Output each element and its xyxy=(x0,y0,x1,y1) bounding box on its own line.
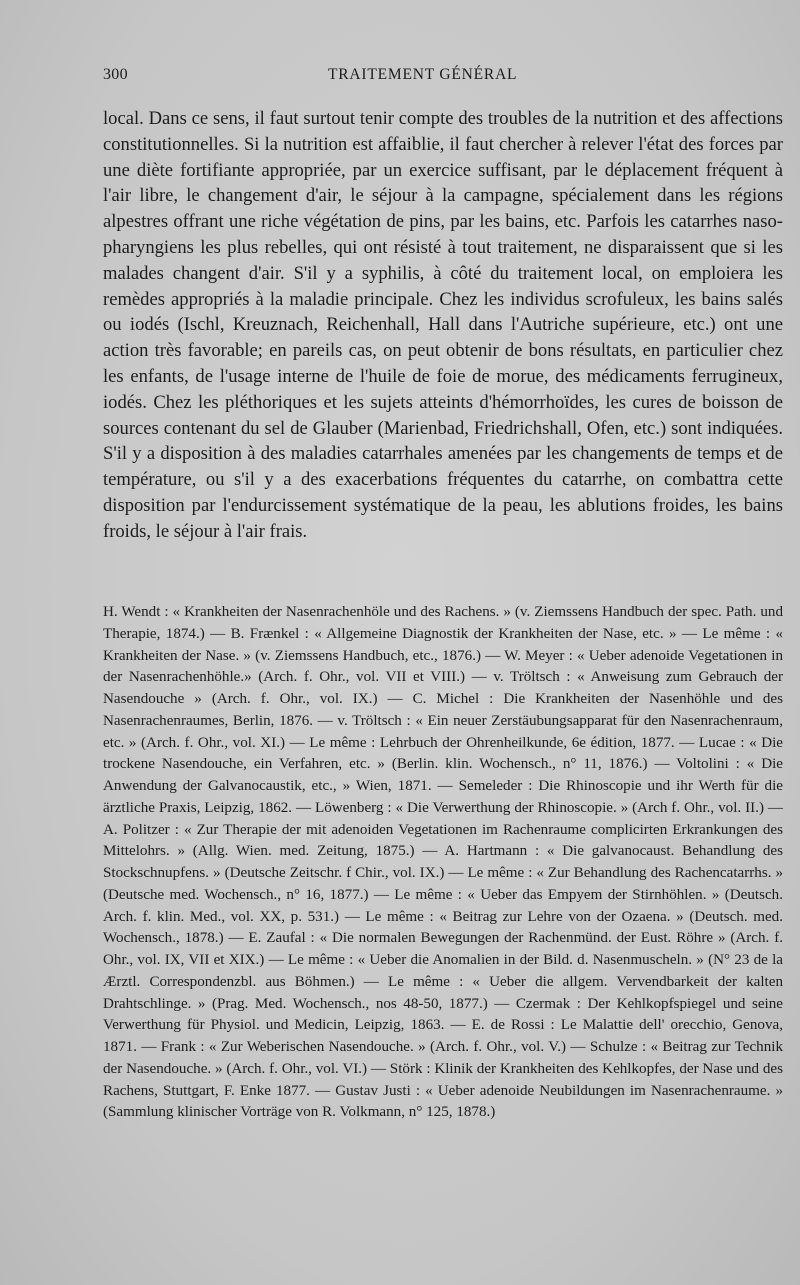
body-paragraph: local. Dans ce sens, il faut surtout tenir compte des troubles de la nutrition et des affections constitutionnelles. Si la nutrition est affaiblie, il faut chercher à relever l'état des forces par une diète fortifiante appropriée, par un exercice suffisant, par le déplacement fréquent à l'air libre, le changement d'air, le séjour à la campagne, spécialement dans les régions alpestres offrant une riche végétation de pins, par les bains, etc. Parfois les catarrhes naso-pharyngiens les plus rebelles, qui ont résisté à tout traitement, ne disparaissent que si les malades changent d'air. S'il y a syphilis, à côté du traitement local, on emploiera les remèdes appropriés à la maladie principale. Chez les individus scrofuleux, les bains salés ou iodés (Ischl, Kreuznach, Reichenhall, Hall dans l'Autriche supérieure, etc.) ont une action très favorable; en pareils cas, on peut obtenir de bons résultats, en particulier chez les enfants, de l'usage interne de l'huile de foie de morue, des médicaments ferrugineux, iodés. Chez les pléthoriques et les sujets atteints d'hémorrhoïdes, les cures de boisson de sources contenant du sel de Glauber (Marienbad, Friedrichshall, Ofen, etc.) sont indiquées. S'il y a disposition à des maladies catarrhales amenées par les changements de temps et de température, ou s'il y a des exacerbations fréquentes du catarrhe, on combattra cette disposition par l'endurcissement systématique de la peau, les ablutions froides, les bains froids, le séjour à l'air frais. xyxy=(103,108,783,542)
main-text xyxy=(103,106,783,545)
running-title: TRAITEMENT GÉNÉRAL xyxy=(328,66,518,83)
bibliography-notes xyxy=(103,602,783,1124)
bibliography-text: H. Wendt : « Krankheiten der Nasenrachenhöle und des Rachens. » (v. Ziemssens Handbuch der spec. Path. und Therapie, 1874.) — B. Frænkel : « Allgemeine Diagnostik der Krankheiten der Nase, etc. » — Le même : « Krankheiten der Nase. » (v. Ziemssens Handbuch, etc., 1876.) — W. Meyer : « Ueber adenoide Vegetationen in der Nasenrachenhöhle.» (Arch. f. Ohr., vol. VII et VIII.) — v. Tröltsch : « Anweisung zum Gebrauch der Nasendouche » (Arch. f. Ohr., vol. IX.) — C. Michel : Die Krankheiten der Nasenhöhle und des Nasenrachenraumes, Berlin, 1876. — v. Tröltsch : « Ein neuer Zerstäubungsapparat für den Nasenrachenraum, etc. » (Arch. f. Ohr., vol. XI.) — Le même : Lehrbuch der Ohrenheilkunde, 6e édition, 1877. — Lucae : « Die trockene Nasendouche, ein Verfahren, etc. » (Berlin. klin. Wochensch., n° 11, 1876.) — Voltolini : « Die Anwendung der Galvanocaustik, etc., » Wien, 1871. — Semeleder : Die Rhinoscopie und ihr Werth für die ärztliche Praxis, Leipzig, 1862. — Löwenberg : « Die Verwerthung der Rhinoscopie. » (Arch f. Ohr., vol. II.) — A. Politzer : « Zur Therapie der mit adenoiden Vegetationen im Rachenraume complicirten Erkrankungen des Mittelohrs. » (Allg. Wien. med. Zeitung, 1875.) — A. Hartmann : « Die galvanocaust. Behandlung des Stockschnupfens. » (Deutsche Zeitschr. f Chir., vol. IX.) — Le même : « Zur Behandlung des Rachencatarrhs. » (Deutsche med. Wochensch., n° 16, 1877.) — Le même : « Ueber das Empyem der Stirnhöhlen. » (Deutsch. Arch. f. klin. Med., vol. XX, p. 531.) — Le même : « Beitrag zur Lehre von der Ozaena. » (Deutsch. med. Wochensch., 1878.) — E. Zaufal : « Die normalen Bewegungen der Rachenmünd. der Eust. Röhre » (Arch. f. Ohr., vol. IX, VII et XIX.) — Le même : « Ueber die Anomalien in der Bild. d. Nasenmuscheln. » (N° 23 de la Ærztl. Correspondenzbl. aus Böhmen.) — Le même : « Ueber die allgem. Vervendbarkeit der kalten Drahtschlinge. » (Prag. Med. Wochensch., nos 48-50, 1877.) — Czermak : Der Kehlkopfspiegel und seine Verwerthung für Physiol. und Medicin, Leipzig, 1863. — E. de Rossi : Le Malattie dell' orecchio, Genova, 1871. — Frank : « Zur Weberischen Nasendouche. » (Arch. f. Ohr., vol. V.) — Schulze : « Beitrag zur Technik der Nasendouche. » (Arch. f. Ohr., vol. VI.) — Störk : Klinik der Krankheiten des Kehlkopfes, der Nase und des Rachens, Stuttgart, F. Enke 1877. — Gustav Justi : « Ueber adenoide Neubildungen im Nasenrachenraume. » (Sammlung klinischer Vorträge von R. Volkmann, n° 125, 1878.) xyxy=(103,604,783,1121)
page-number: 300 xyxy=(103,66,128,83)
page-header xyxy=(103,66,783,92)
